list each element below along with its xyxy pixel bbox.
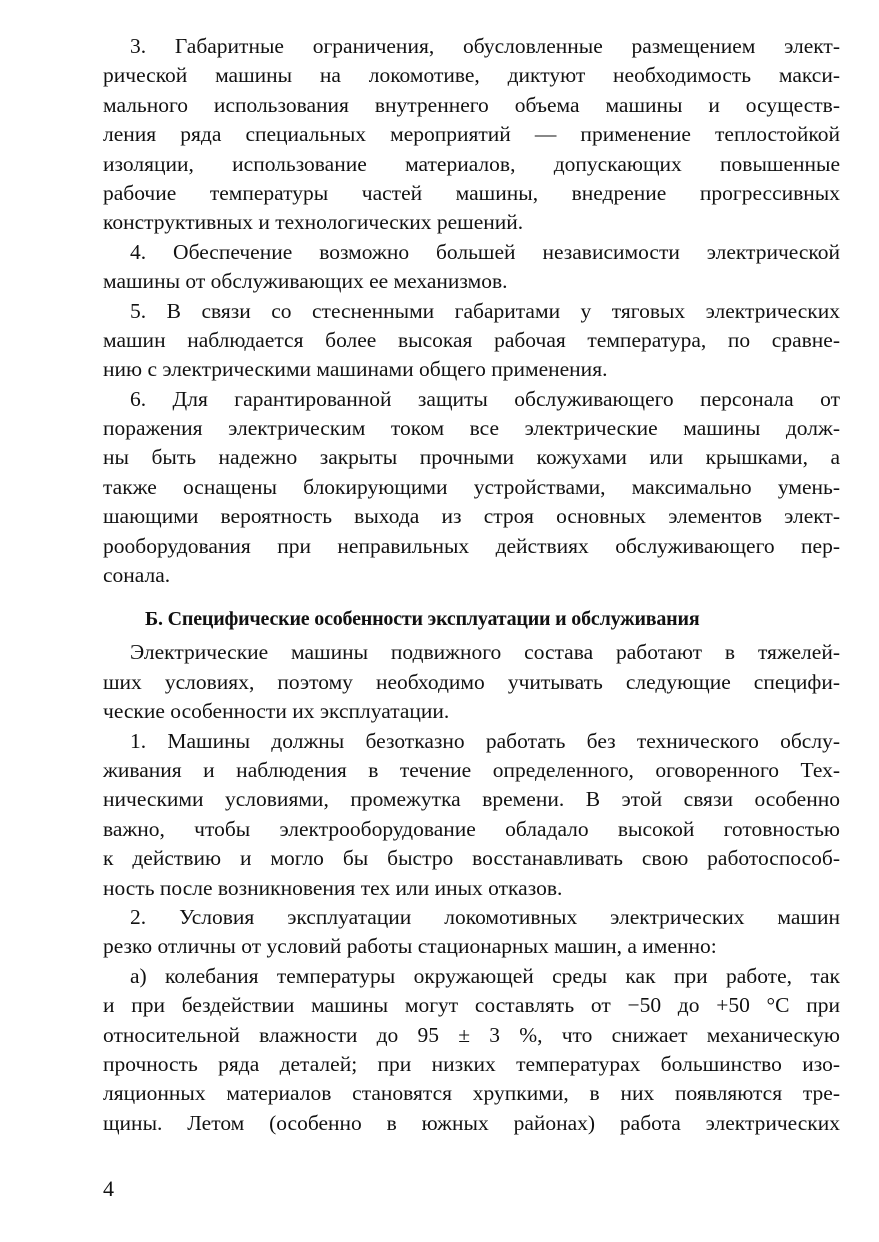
text-line: рабочие температуры частей машины, внедрение прогрессивных bbox=[103, 180, 840, 205]
text-line: ления ряда специальных мероприятий — применение теплостойкой bbox=[103, 122, 840, 147]
text-line: также оснащены блокирующими устройствами, максимально умень- bbox=[103, 474, 840, 499]
page-number: 4 bbox=[103, 1176, 114, 1201]
text-line: 1. Машины должны безотказно работать без технического обслу- bbox=[130, 728, 840, 753]
paragraph bbox=[103, 238, 840, 297]
text-line: изоляции, использование материалов, допускающих повышенные bbox=[103, 151, 840, 176]
paragraph bbox=[103, 32, 840, 238]
section-heading: Б. Специфические особенности эксплуатации и обслуживания bbox=[145, 608, 700, 631]
text-line: шающими вероятность выхода из строя основных элементов элект- bbox=[103, 504, 840, 529]
text-line: ны быть надежно закрыты прочными кожухами или крышками, а bbox=[103, 445, 840, 470]
text-line: живания и наблюдения в течение определенного, оговоренного Тех- bbox=[103, 757, 840, 782]
text-line: рооборудования при неправильных действиях обслуживающего пер- bbox=[103, 533, 840, 558]
text-line: резко отличны от условий работы стационарных машин, а именно: bbox=[103, 934, 717, 959]
text-line: ность после возникновения тех или иных отказов. bbox=[103, 875, 563, 900]
paragraph bbox=[103, 638, 840, 726]
paragraph bbox=[103, 962, 840, 1138]
page-body bbox=[103, 32, 840, 1138]
text-line: конструктивных и технологических решений. bbox=[103, 210, 524, 235]
text-line: важно, чтобы электрооборудование обладало высокой готовностью bbox=[103, 816, 840, 841]
text-line: относительной влажности до 95 ± 3 %, что снижает механическую bbox=[103, 1022, 840, 1047]
text-line: ляционных материалов становятся хрупкими, в них появляются тре- bbox=[103, 1081, 840, 1106]
text-line: а) колебания температуры окружающей среды как при работе, так bbox=[130, 963, 840, 988]
text-line: машины от обслуживающих ее механизмов. bbox=[103, 269, 508, 294]
text-line: 3. Габаритные ограничения, обусловленные размещением элект- bbox=[130, 34, 840, 58]
paragraph bbox=[103, 727, 840, 903]
text-line: 5. В связи со стесненными габаритами у тяговых электрических bbox=[130, 298, 840, 323]
text-line: машин наблюдается более высокая рабочая температура, по сравне- bbox=[103, 327, 840, 352]
text-line: мального использования внутреннего объема машины и осуществ- bbox=[103, 92, 840, 117]
text-line: прочность ряда деталей; при низких температурах большинство изо- bbox=[103, 1051, 840, 1076]
text-line: ническими условиями, промежутка времени. В этой связи особенно bbox=[103, 787, 840, 812]
text-line: ческие особенности их эксплуатации. bbox=[103, 699, 450, 724]
paragraph bbox=[103, 297, 840, 385]
text-line: поражения электрическим током все электрические машины долж- bbox=[103, 416, 840, 441]
text-line: нию с электрическими машинами общего применения. bbox=[103, 357, 608, 382]
text-line: 6. Для гарантированной защиты обслуживающего персонала от bbox=[130, 386, 840, 411]
paragraph bbox=[103, 903, 840, 962]
text-line: щины. Летом (особенно в южных районах) работа электрических bbox=[103, 1110, 840, 1135]
text-line: ших условиях, поэтому необходимо учитывать следующие специфи- bbox=[103, 669, 840, 694]
paragraph bbox=[103, 385, 840, 591]
text-line: рической машины на локомотиве, диктуют необходимость макси- bbox=[103, 63, 840, 88]
text-line: 2. Условия эксплуатации локомотивных электрических машин bbox=[130, 904, 840, 929]
text-line: сонала. bbox=[103, 563, 171, 588]
text-line: 4. Обеспечение возможно большей независимости электрической bbox=[130, 239, 840, 264]
text-line: к действию и могло бы быстро восстанавливать свою работоспособ- bbox=[103, 846, 840, 871]
text-line: Электрические машины подвижного состава работают в тяжелей- bbox=[130, 640, 840, 665]
text-line: и при бездействии машины могут составлять от −50 до +50 °С при bbox=[103, 993, 840, 1018]
